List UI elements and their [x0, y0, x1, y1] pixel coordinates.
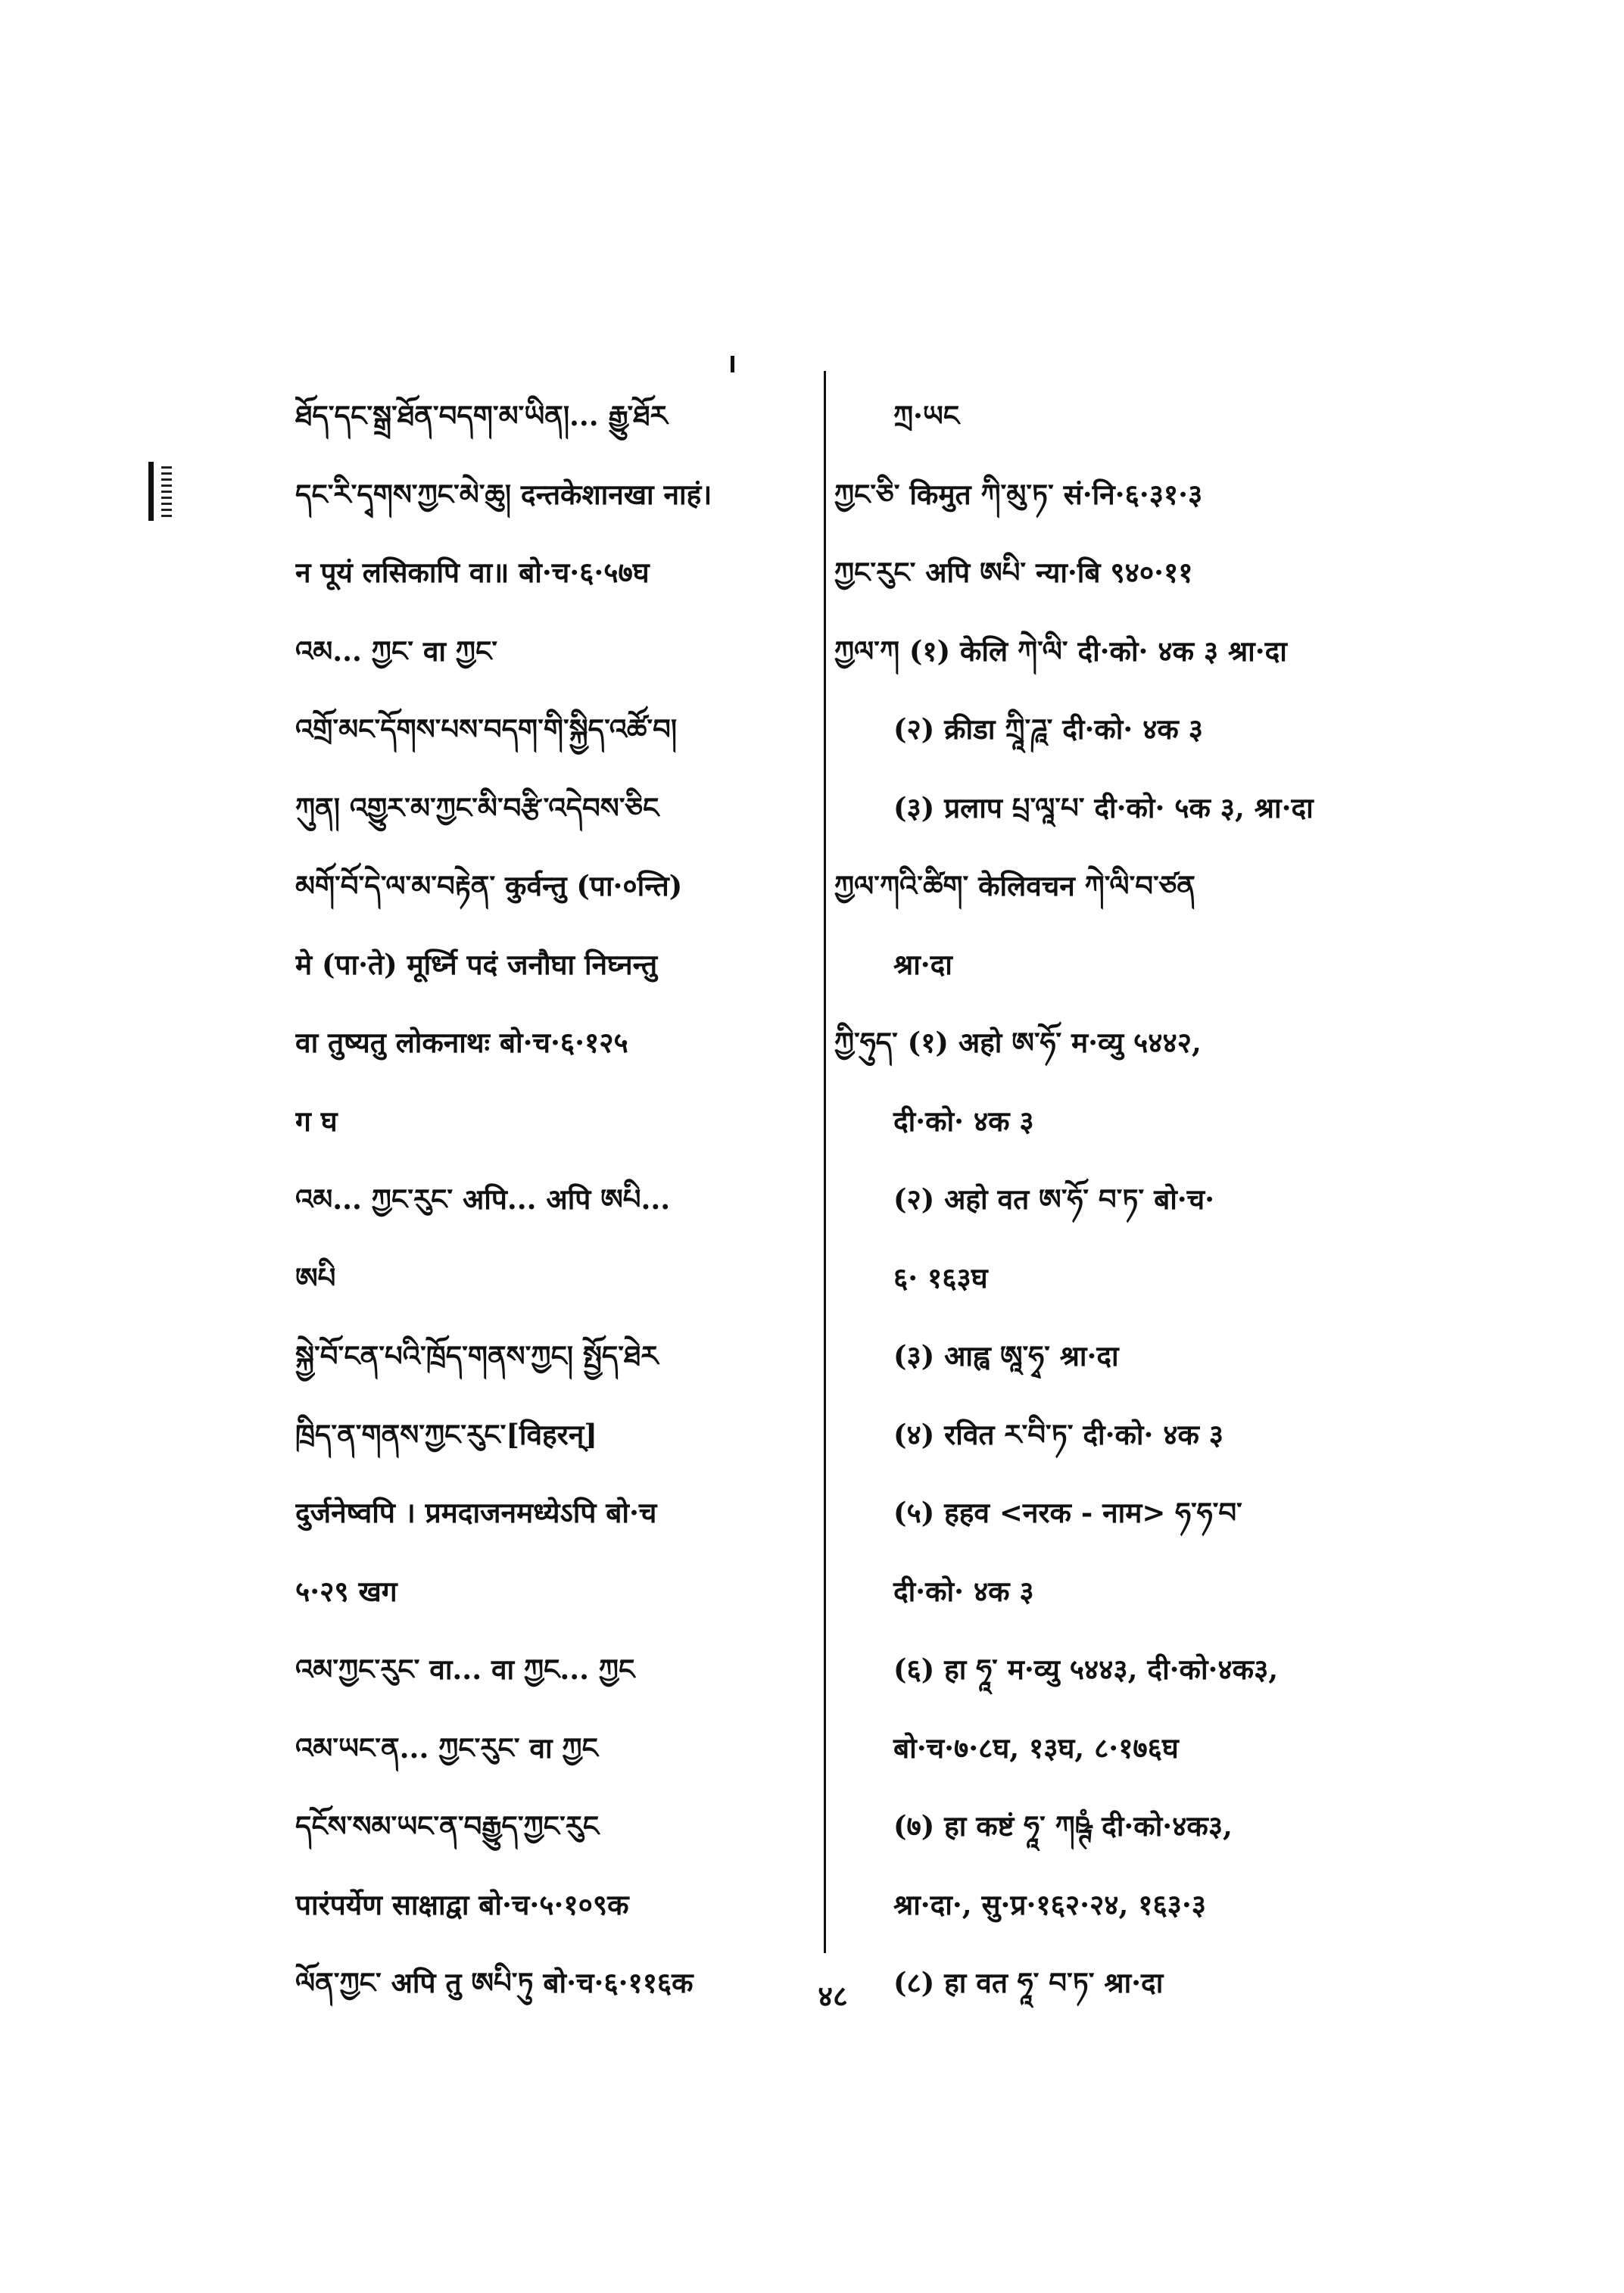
left-line: འམ... ཀྱང་ वा ཀྱང་ [295, 634, 498, 668]
margin-mark [148, 462, 170, 521]
right-line: (६) हा ཧཱ་ म·व्यु ५४४३, दी·को·४क३, [893, 1653, 1279, 1686]
right-line: ཀྱི་ཧུད་ (१) अहो ཨ་ཧོ་ म·व्यु ५४४२, [834, 1026, 1202, 1059]
right-line: (३) आह्व ཨཱ་ཧྭ་ श्रा·दा [893, 1339, 1119, 1372]
right-line: श्रा·दा [893, 947, 952, 981]
right-line: (३) प्रलाप པྲ་ལཱ་པ་ दी·को· ५क ३, श्रा·दा [893, 790, 1314, 824]
left-line: འགྲོ་མང་དོགས་པས་བདག་གི་སྐྱིད་འཚོ་བ། [295, 712, 678, 746]
right-column [834, 377, 1501, 2023]
right-line: (७) हा कष्टं ཧཱ་ ཀཥྚཾ दी·को·४क३, [893, 1809, 1233, 1843]
left-line: वा तुष्यतु लोकनाथः बो·च·६·१२५ [295, 1026, 628, 1059]
right-line: ཀྱལ་ཀའི་ཚིག་ केलिवचन ཀེ་ལི་བ་ཙན [834, 869, 1195, 902]
left-line: पारंपर्येण साक्षाद्वा बो·च·५·१०९क [295, 1887, 629, 1921]
column-top-tick [731, 356, 734, 372]
left-line: दुर्जनेष्वपि । प्रमदाजनमध्येऽपि बो·च [295, 1496, 657, 1529]
right-line: (२) क्रीडा ཀྲཱི་ཌཱ་ दी·को· ४क ३ [893, 712, 1203, 746]
right-line: श्रा·दा·, सु·प्र·१६२·२४, १६३·३ [893, 1887, 1207, 1921]
left-line: ཀུན། འགྱུར་མ་ཀྱང་མི་བརྩི་འདེབས་ཅིང [295, 790, 659, 824]
left-line: ग घ [295, 1104, 338, 1138]
right-line: दी·को· ४क ३ [893, 1104, 1034, 1138]
right-line: (५) हहव <नरक - नाम> ཧ་ཧ་བ་ [893, 1496, 1242, 1529]
column-divider [824, 371, 826, 1953]
right-line: ཀྲ·ཡང [893, 399, 960, 432]
left-line: དང་རི་དྭགས་ཀྱང་མེ་ཆུ། दन्तकेशानखा नाहं। [295, 477, 712, 511]
right-line: ཀྱང་རུང་ अपि ཨཔི་ न्या·बि ९४०·११ [834, 556, 1193, 589]
left-line: ཁྲིད་ན་གནས་ཀྱང་རུང་[विहरन्] [295, 1417, 597, 1451]
left-line: ལོན་ཀྱང་ अपि तु ཨཔི་ཏུ बो·च·६·११६क [295, 1966, 694, 1999]
left-line: སྐྱེ་བོ་ངན་པའི་ཁྲོད་གནས་ཀྱང། སྤྱོད་ཐེར [295, 1339, 659, 1372]
left-line: मे (पा·ते) मूर्ध्नि पदं जनौघा निघ्नन्तु [295, 947, 658, 981]
right-line: (४) रवित ར་བི་ཏ་ दी·को· ४क ३ [893, 1417, 1224, 1451]
left-line: མགོ་བོ་དེ་ལ་མ་བརྟེན་ कुर्वन्तु (पा·०न्ति) [295, 869, 683, 902]
left-line: འམ་ཡང་ན... ཀྱང་རུང་ वा ཀྱང [295, 1731, 598, 1765]
right-line: (८) हा वत ཧཱ་ བ་ཏ་ श्रा·दा [893, 1966, 1164, 1999]
left-line: ५·२९ खग [295, 1574, 397, 1608]
right-line: दी·को· ४क ३ [893, 1574, 1034, 1608]
left-column [295, 377, 818, 2023]
left-line: འམ... ཀྱང་རུང་ अपि... अपि ཨཔི... [295, 1182, 671, 1216]
left-line: དངོས་སམ་ཡང་ན་བརྒྱུད་ཀྱང་རུང [295, 1809, 600, 1843]
right-line: (२) अहो वत ཨ་ཧོ་ བ་ཏ་ बो·च· [893, 1182, 1215, 1216]
left-line: ཨཔི [295, 1260, 336, 1294]
right-line: ཀྱལ་ཀ (१) केलि ཀེ་ལི་ दी·को· ४क ३ श्रा·दा [834, 634, 1287, 668]
left-line: न पूयं लसिकापि वा॥ बो·च·६·५७घ [295, 556, 650, 589]
left-line: ཐོད་དང་སྒྲ་ཐོན་བདག་མ་ཡིན།... རྒྱུ་ཐོར [295, 399, 668, 432]
right-line: ཀྱང་ཅི་ किमुत ཀི་མུ་ཏ་ सं·नि·६·३१·३ [834, 477, 1203, 511]
right-line: बो·च·७·८घ, १३घ, ८·१७६घ [893, 1731, 1179, 1765]
left-line: འམ་ཀྱང་རུང་ वा... वा ཀྱང... ཀྱང [295, 1653, 635, 1686]
right-line: ६· १६३घ [893, 1260, 988, 1294]
page-number: ४८ [818, 1979, 848, 2013]
